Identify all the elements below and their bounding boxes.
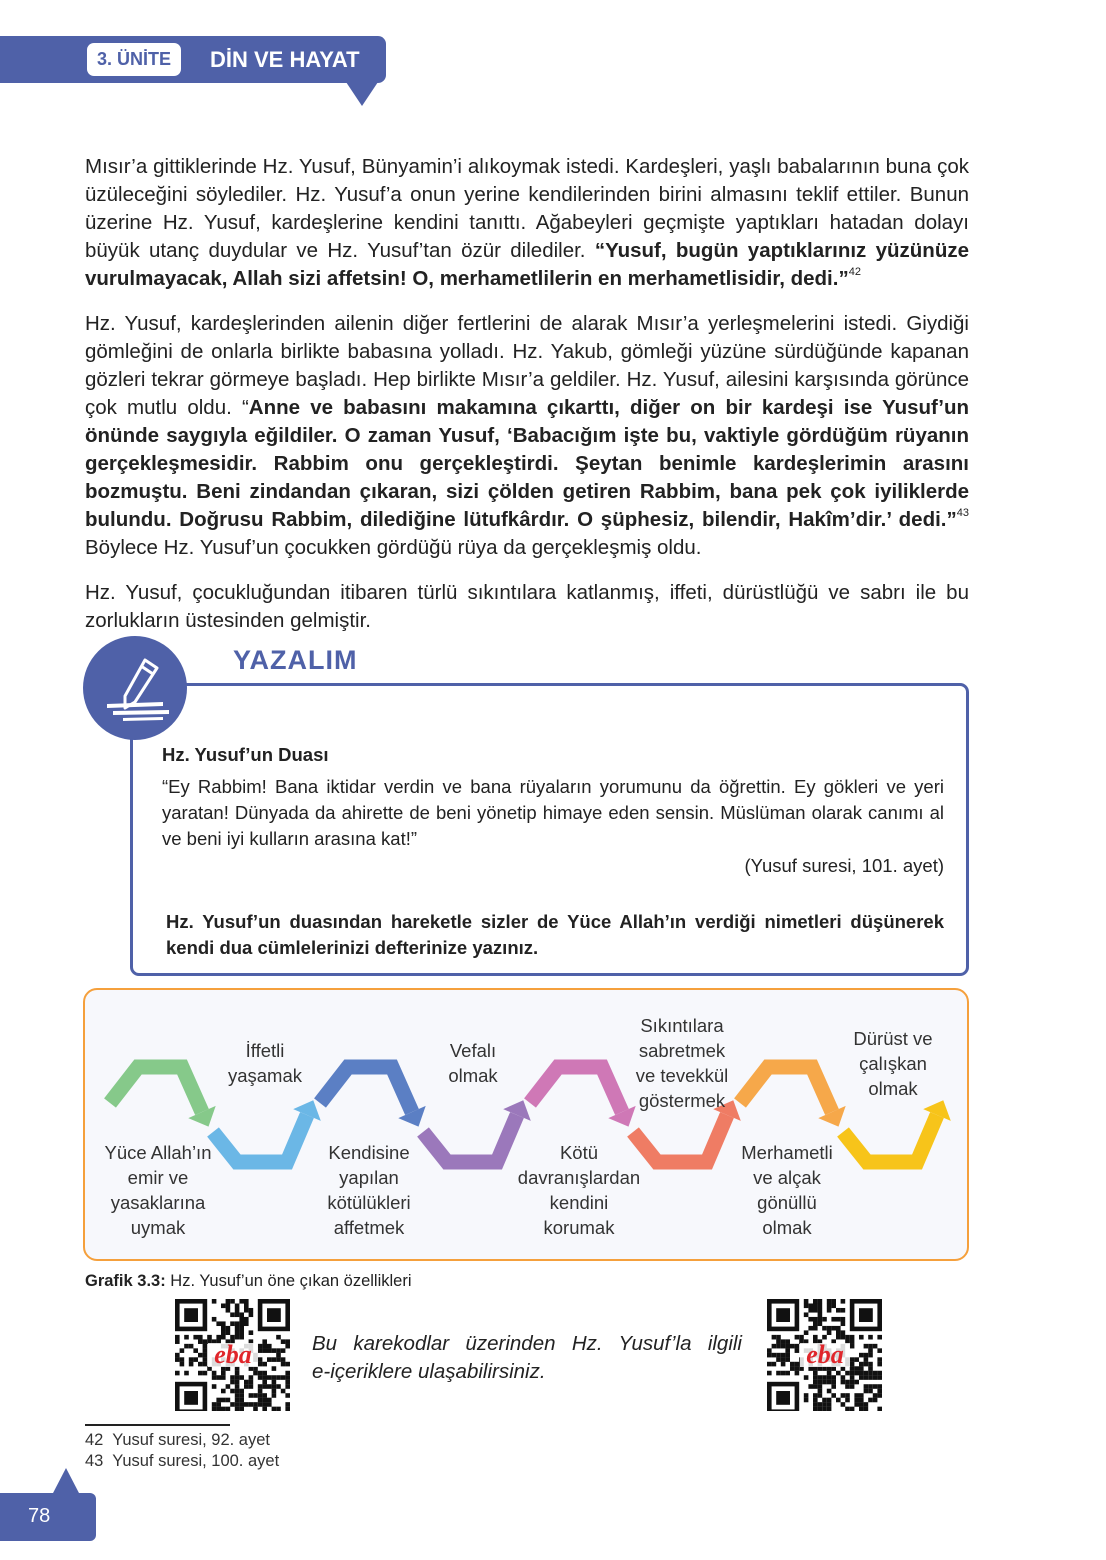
svg-text:eba: eba: [806, 1340, 844, 1369]
qr-code-left[interactable]: [175, 1299, 290, 1411]
caption-text: Hz. Yusuf’un öne çıkan özellikleri: [165, 1272, 412, 1290]
text-run: “Yusuf, bugün yaptıklarınız yüzünüze vurulmayacak, Allah sizi affetsin! O, merhametlilerin en merhametlisidir, dedi.”: [85, 239, 969, 290]
text-run: Mısır’a gittiklerinde Hz. Yusuf, Bünyamin’i alıkoymak istedi. Kardeşleri, yaşlı babalarının buna çok üzüleceğini söylediler. Hz. Yusuf’a onun yerine kendilerinden birini almasını teklif ettiler. Bunun üzerine Hz. Yusuf, kardeşlerine kendini tanıttı. Ağabeyleri geçmişte yaptıkları hatadan dolayı büyük utanç duydular ve Hz. Yusuf’tan özür dilediler.: [85, 155, 969, 262]
text-run: Böylece Hz. Yusuf’un çocukken gördüğü rüya da gerçekleşmiş oldu.: [85, 536, 702, 559]
qr-text-line: e-içeriklere ulaşabilirsiniz.: [312, 1360, 546, 1383]
arrow-segment: [110, 1067, 202, 1112]
text-run: Hz. Yusuf, çocukluğundan itibaren türlü sıkıntılara katlanmış, iffeti, dürüstlüğü ve sabrı ile bu zorlukların üstesinden gelmiştir.: [85, 581, 969, 632]
qr-code-right[interactable]: [767, 1299, 882, 1411]
unit-badge: 3. ÜNİTE: [87, 43, 181, 76]
prayer-heading: Hz. Yusuf’un Duası: [162, 744, 329, 765]
arrow-segment: [843, 1115, 937, 1162]
footnote-ref: 42: [848, 266, 861, 278]
text-run: Hz. Yusuf, kardeşlerinden ailenin diğer fertlerini de alarak Mısır’a yerleşmelerini istedi. Giydiği gömleğini de onlarla birlikte babasına yolladı. Hz. Yakub, gömleği yüzüne sürdüğünde kapanan gözleri tekrar görmeye başladı. Hep birlikte Mısır’a geldiler. Hz. Yusuf, ailesini karşısında görünce çok mutlu oldu. “: [85, 312, 969, 419]
footnote-divider: [85, 1424, 230, 1426]
yazalim-title: YAZALIM: [233, 645, 358, 675]
trait-label: Vefalı olmak: [448, 1040, 498, 1086]
footnote: 42 Yusuf suresi, 92. ayet: [85, 1431, 270, 1449]
unit-title: DİN VE HAYAT: [210, 47, 360, 72]
writing-task: Hz. Yusuf’un duasından hareketle sizler de Yüce Allah’ın verdiği nimetleri düşünerek kendi dua cümlelerinizi defterinize yazınız.: [166, 911, 944, 958]
prayer-quote: “Ey Rabbim! Bana iktidar verdin ve bana rüyaların yorumunu da öğrettin. Ey gökleri ve yeri yaratan! Dünyada da ahirette de beni yönetip himaye eden sensin. Müslüman olarak canımı al ve beni iyi kulların arasına kat!”: [162, 776, 944, 849]
caption-label: Grafik 3.3:: [85, 1272, 166, 1290]
text-run: Anne ve babasını makamına çıkarttı, diğer on bir kardeşi ise Yusuf’un önünde saygıyla eğildiler. O zaman Yusuf, ‘Babacığım işte bu, vaktiyle gördüğüm rüyanın gerçekleşmesidir. Rabbim onu gerçekleştirdi. Şeytan benimle kardeşlerimin arasını bozmuştu. Beni zindandan çıkaran, sizi çölden getiren Rabbim, bana pek çok iyiliklerde bulundu. Doğrusu Rabbim, dilediğine lütufkârdır. O şüphesiz, bilendir, Hakîm’dir.’ dedi.”: [85, 396, 969, 531]
page-number: 78: [0, 1493, 96, 1541]
trait-label: Dürüst ve çalışkan olmak: [853, 1028, 933, 1099]
prayer-reference: (Yusuf suresi, 101. ayet): [744, 855, 944, 876]
qr-description: [312, 1330, 742, 1386]
svg-text:eba: eba: [214, 1340, 252, 1369]
arrow-segment: [530, 1067, 622, 1112]
footnote: 43 Yusuf suresi, 100. ayet: [85, 1452, 280, 1470]
trait-label: Sıkıntılara sabretmek ve tevekkül göstermek: [635, 1015, 729, 1111]
trait-label: Kendisine yapılan kötülükleri affetmek: [327, 1142, 411, 1238]
footnote-ref: 43: [956, 507, 969, 519]
page-number-pointer: [52, 1468, 80, 1495]
trait-label: Merhametli ve alçak gönüllü olmak: [741, 1142, 833, 1238]
figure-caption: [85, 1272, 412, 1291]
trait-label: Yüce Allah’ın emir ve yasaklarına uymak: [104, 1142, 212, 1238]
qr-text-line: Bu karekodlar üzerinden Hz. Yusuf’la ilgili: [312, 1332, 742, 1355]
trait-label: Kötü davranışlardan kendini korumak: [517, 1142, 641, 1238]
trait-label: İffetli yaşamak: [227, 1040, 303, 1086]
arrow-segment: [740, 1067, 832, 1112]
